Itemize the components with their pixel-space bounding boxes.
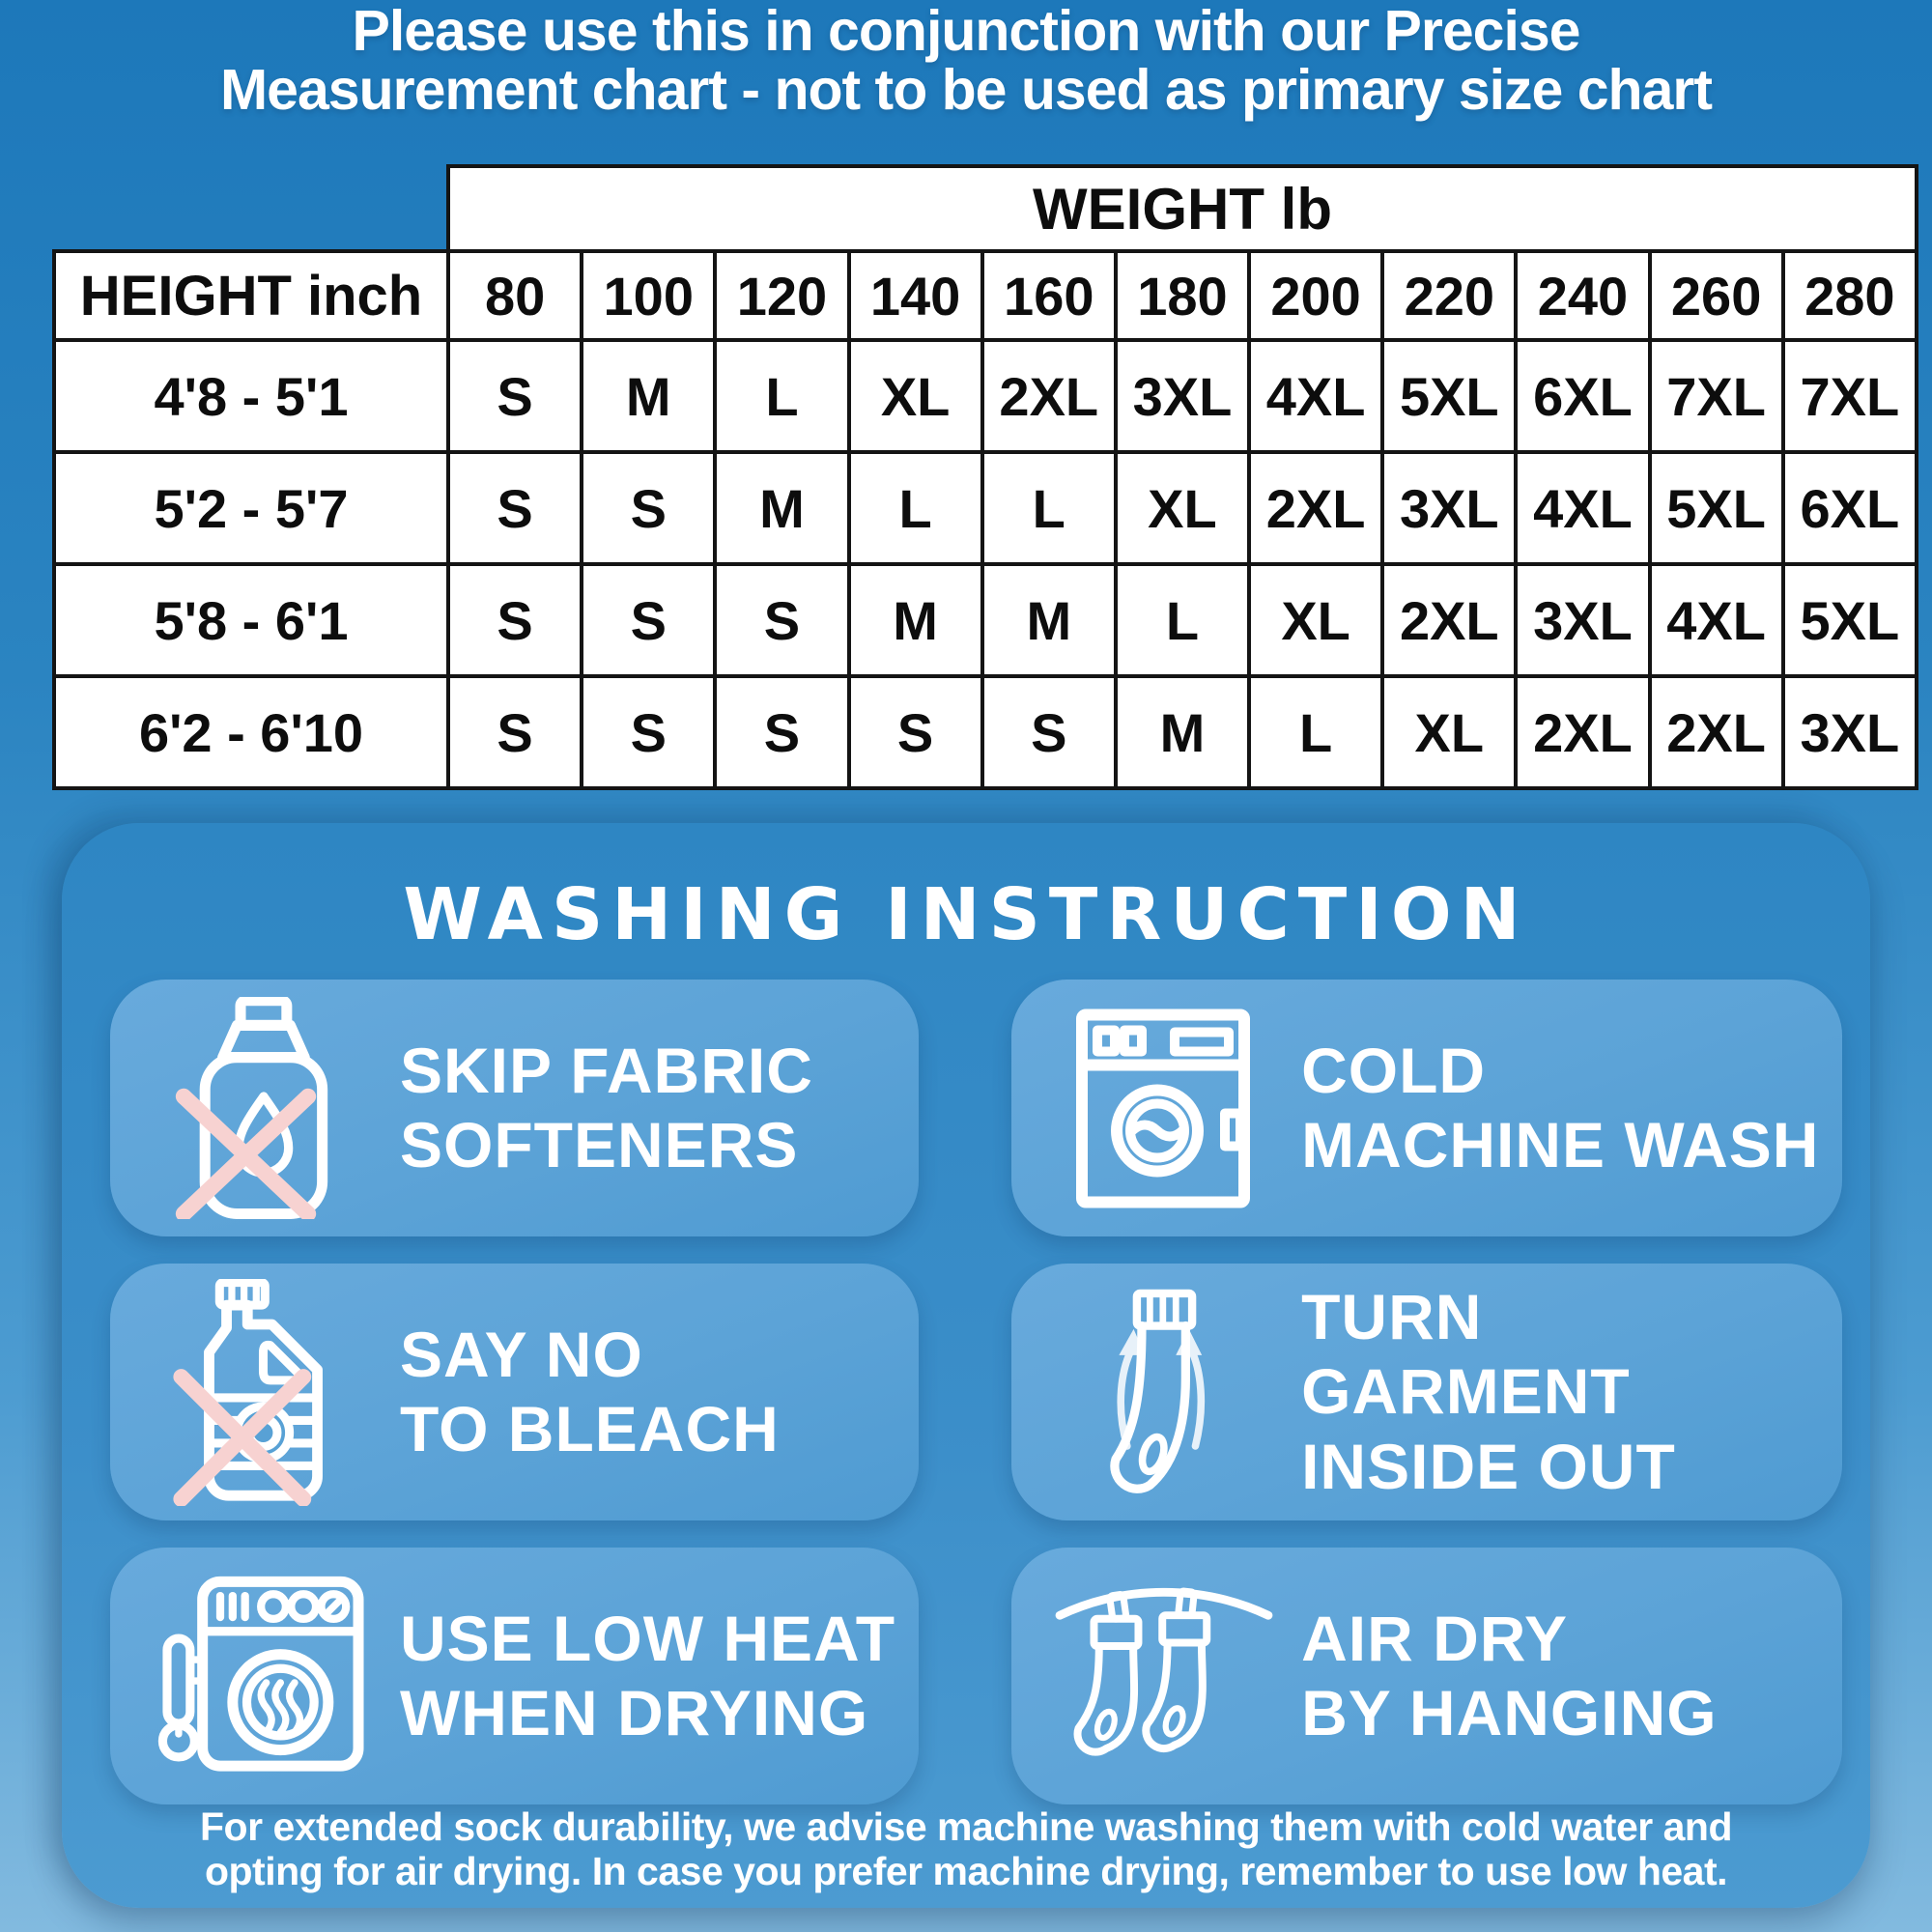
size-cell: S (715, 676, 848, 788)
size-cell: S (582, 676, 715, 788)
weight-col-header: 80 (448, 251, 582, 340)
washing-cards-grid (110, 980, 1822, 1804)
card-cold-machine-wash (1011, 980, 1842, 1236)
card-label-line: COLD (1301, 1034, 1487, 1106)
size-cell: 6XL (1783, 452, 1917, 564)
size-cell: XL (1116, 452, 1249, 564)
weight-header-cell: WEIGHT lb (448, 166, 1917, 251)
size-cell: M (715, 452, 848, 564)
size-cell: S (982, 676, 1116, 788)
card-label-line: WHEN DRYING (400, 1677, 869, 1748)
weight-col-header: 140 (849, 251, 982, 340)
size-cell: L (849, 452, 982, 564)
size-cell: 3XL (1516, 564, 1649, 676)
height-row-label: 5'2 - 5'7 (54, 452, 448, 564)
card-label-line: BY HANGING (1301, 1677, 1718, 1748)
card-label-line: TO BLEACH (400, 1393, 780, 1464)
card-air-dry-by-hanging (1011, 1548, 1842, 1804)
size-cell: 5XL (1783, 564, 1917, 676)
size-cell: 2XL (1382, 564, 1516, 676)
size-cell: S (849, 676, 982, 788)
size-cell: 2XL (982, 340, 1116, 452)
size-cell: S (582, 452, 715, 564)
size-cell: 6XL (1516, 340, 1649, 452)
page-title-line1: Please use this in conjunction with our Precise (352, 0, 1580, 63)
care-note-line2: opting for air drying. In case you prefer machine drying, remember to use low heat. (204, 1849, 1728, 1894)
page-title-line2: Measurement chart - not to be used as primary size chart (219, 58, 1713, 123)
weight-col-header: 220 (1382, 251, 1516, 340)
care-note-line1: For extended sock durability, we advise machine washing them with cold water and (200, 1804, 1732, 1850)
size-cell: L (982, 452, 1116, 564)
size-cell: XL (1382, 676, 1516, 788)
bleach-jug-icon (164, 1279, 362, 1506)
card-turn-garment-inside-out (1011, 1264, 1842, 1520)
no-fabric-softener-bottle-icon (149, 997, 377, 1219)
size-cell: 4XL (1516, 452, 1649, 564)
washing-instruction-title: WASHING INSTRUCTION (403, 873, 1529, 956)
dryer-icon (156, 1573, 369, 1780)
size-cell: 4XL (1249, 340, 1382, 452)
table-row (54, 452, 1917, 564)
size-cell: 5XL (1650, 452, 1783, 564)
height-row-label: 6'2 - 6'10 (54, 676, 448, 788)
card-use-low-heat (110, 1548, 919, 1804)
size-cell: S (448, 676, 582, 788)
size-chart-table (52, 164, 1918, 790)
washing-machine-icon (1063, 1005, 1265, 1212)
size-cell: 3XL (1382, 452, 1516, 564)
page-title (0, 2, 1932, 121)
size-cell: XL (849, 340, 982, 452)
table-row (54, 564, 1917, 676)
size-cell: S (715, 564, 848, 676)
size-cell: S (448, 340, 582, 452)
card-label-line: AIR DRY (1301, 1602, 1568, 1674)
size-cell: M (1116, 676, 1249, 788)
size-cell: XL (1249, 564, 1382, 676)
size-cell: S (448, 452, 582, 564)
hanging-socks-icon (1053, 1575, 1275, 1777)
card-label-line: USE LOW HEAT (400, 1602, 896, 1674)
card-label-line: TURN (1301, 1281, 1483, 1353)
card-label (400, 1602, 895, 1750)
weight-col-header: 260 (1650, 251, 1783, 340)
washing-machine-icon-box (1050, 1005, 1278, 1212)
size-cell: S (448, 564, 582, 676)
card-label-line: INSIDE OUT (1301, 1430, 1676, 1502)
sock-inside-out-icon-box (1050, 1284, 1278, 1501)
weight-col-header: 200 (1249, 251, 1382, 340)
card-label-line: GARMENT (1301, 1355, 1631, 1428)
size-cell: 4XL (1650, 564, 1783, 676)
card-label (400, 1034, 813, 1182)
sock-inside-out-icon (1075, 1284, 1254, 1501)
card-label-line: SOFTENERS (400, 1109, 799, 1180)
size-cell: 7XL (1783, 340, 1917, 452)
height-row-label: 4'8 - 5'1 (54, 340, 448, 452)
card-label (400, 1318, 780, 1466)
size-cell: M (582, 340, 715, 452)
size-cell: 2XL (1249, 452, 1382, 564)
size-cell: 3XL (1116, 340, 1249, 452)
size-cell: 2XL (1650, 676, 1783, 788)
height-header-cell: HEIGHT inch (54, 251, 448, 340)
size-cell: L (1249, 676, 1382, 788)
size-cell: L (1116, 564, 1249, 676)
empty-corner-cell (54, 166, 448, 251)
detergent-bottle-icon (166, 997, 359, 1219)
size-cell: 2XL (1516, 676, 1649, 788)
height-row-label: 5'8 - 6'1 (54, 564, 448, 676)
sock-icon (1146, 1615, 1207, 1748)
card-say-no-to-bleach (110, 1264, 919, 1520)
thermometer-icon (162, 1638, 199, 1757)
weight-col-header: 120 (715, 251, 848, 340)
washing-instruction-panel (62, 823, 1870, 1908)
weight-col-header: 180 (1116, 251, 1249, 340)
sock-icon (1078, 1619, 1139, 1752)
size-cell: M (982, 564, 1116, 676)
table-row (54, 676, 1917, 788)
card-label (1301, 1602, 1718, 1750)
weight-col-header: 160 (982, 251, 1116, 340)
size-cell: 3XL (1783, 676, 1917, 788)
size-cell: M (849, 564, 982, 676)
hanging-socks-icon-box (1050, 1575, 1278, 1777)
no-bleach-jug-icon-box (149, 1279, 377, 1506)
size-cell: L (715, 340, 848, 452)
size-cell: 7XL (1650, 340, 1783, 452)
card-label (1301, 1280, 1676, 1504)
table-row (54, 340, 1917, 452)
weight-col-header: 100 (582, 251, 715, 340)
card-label-line: SKIP FABRIC (400, 1034, 813, 1106)
weight-col-header: 240 (1516, 251, 1649, 340)
card-skip-fabric-softeners (110, 980, 919, 1236)
card-label (1301, 1034, 1819, 1182)
weight-col-header: 280 (1783, 251, 1917, 340)
care-note (62, 1805, 1870, 1894)
card-label-line: MACHINE WASH (1301, 1109, 1820, 1180)
size-cell: 5XL (1382, 340, 1516, 452)
size-cell: S (582, 564, 715, 676)
dryer-icon-box (149, 1573, 377, 1780)
card-label-line: SAY NO (400, 1318, 643, 1390)
